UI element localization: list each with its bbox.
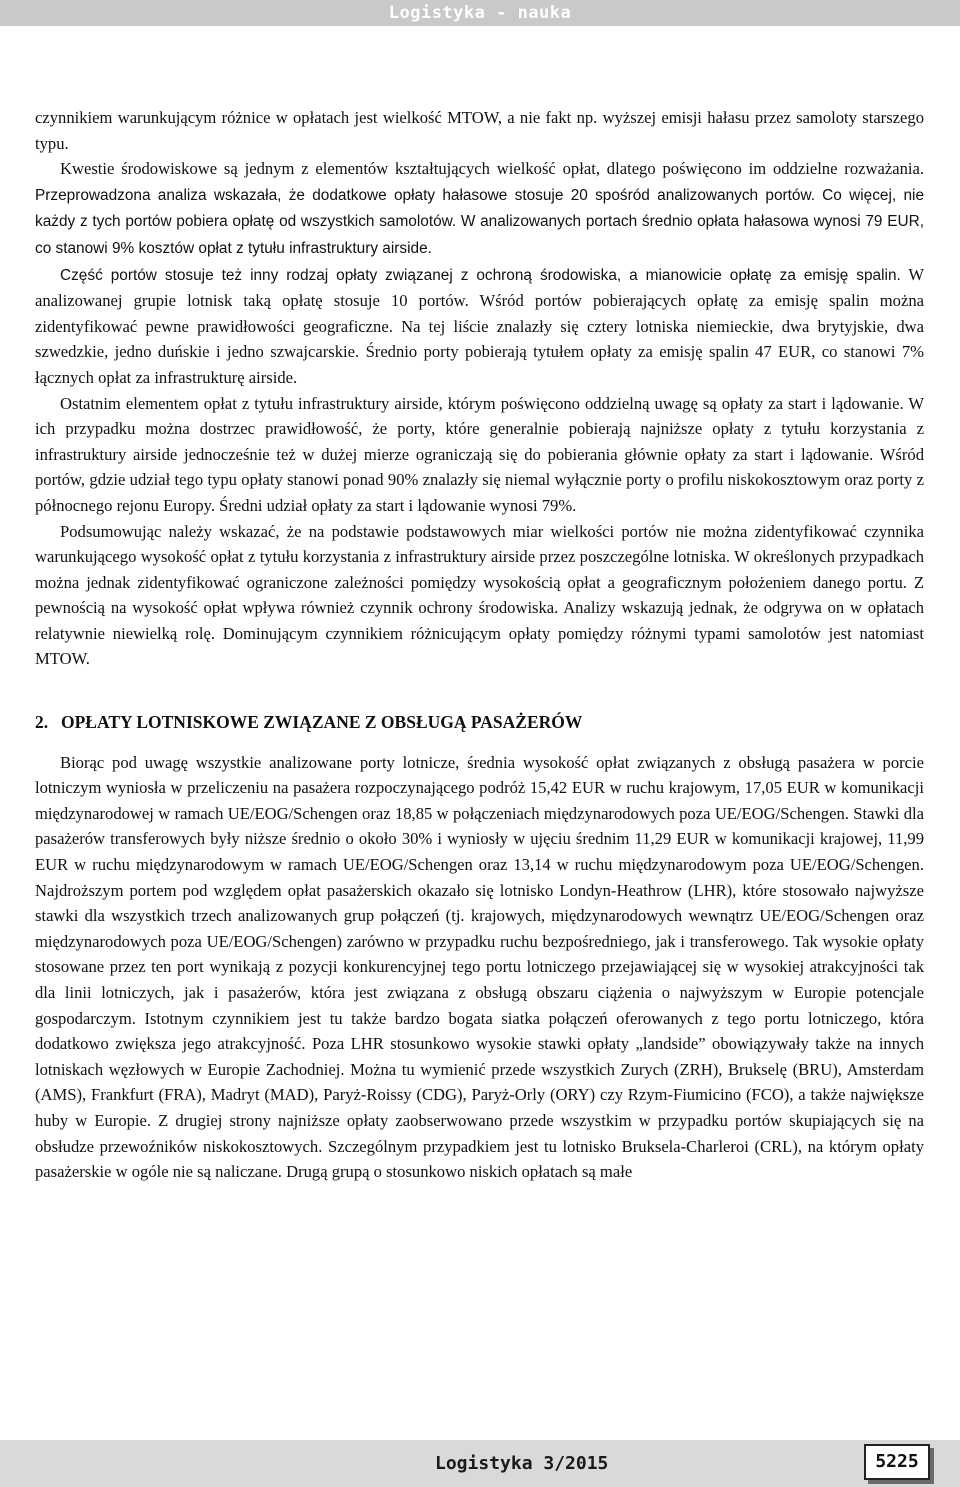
paragraph-landing-fees [35,391,924,519]
paragraph-text: Podsumowując należy wskazać, że na podstawie podstawowych miar wielkości portów nie można zidentyfikować czynnika warunkującego wysokość opłat z tytułu korzystania z infrastruktury airside przez poszczególne lotniska. W określonych przypadkach można jednak zidentyfikować ograniczone zależności pomiędzy wysokością opłat a geograficznym położeniem danego portu. Z pewnością na wysokość opłat wpływa również czynnik ochrony środowiska. Analizy wskazują jednak, że odgrywa on w opłatach relatywnie niewielką rolę. Dominującym czynnikiem różnicującym opłaty pomiędzy różnymi typami samolotów jest natomiast MTOW. [35,521,924,669]
paragraph-text: Biorąc pod uwagę wszystkie analizowane porty lotnicze, średnia wysokość opłat związanych z obsługą pasażera w porcie lotniczym wyniosła w przeliczeniu na pasażera rozpoczynającego podróż 15,42 EUR w ruchu krajowym, 17,05 EUR w komunikacji międzynarodowej w ramach UE/EOG/Schengen oraz 18,85 w połączeniach międzynarodowych poza UE/EOG/Schengen. Stawki dla pasażerów transferowych były niższe średnio o około 30% i wyniosły w ujęciu średnim 11,29 EUR w komunikacji krajowej, 11,99 EUR w ruchu międzynarodowym w ramach UE/EOG/Schengen oraz 13,14 w ruchu międzynarodowym poza UE/EOG/Schengen. Najdroższym portem pod względem opłat pasażerskich okazało się lotnisko Londyn-Heathrow (LHR), które stosowało najwyższe stawki dla wszystkich trzech analizowanych grup połączeń (tj. krajowych, międzynarodowych wewnątrz UE/EOG/Schengen oraz międzynarodowych poza UE/EOG/Schengen) zarówno w przypadku ruchu bezpośredniego, jak i transferowego. Tak wysokie opłaty stosowane przez ten port wynikają z pozycji konkurencyjnej tego portu lotniczego przejawiającej się w wysokiej atrakcyjności tak dla linii lotniczych, jak i pasażerów, która jest związana z obsługą obszaru ciążenia o najwyższym w Europie potencjale gospodarczym. Istotnym czynnikiem jest tu także bardzo bogata siatka połączeń oferowanych z tego portu lotniczego, która dodatkowo zwiększa jego atrakcyjność. Poza LHR stosunkowo wysokie stawki opłaty „landside” obowiązywały także na innych lotniskach węzłowych w Europie Zachodniej. Można tu wymienić przede wszystkich Zurych (ZRH), Brukselę (BRU), Amsterdam (AMS), Frankfurt (FRA), Madryt (MAD), Paryż-Roissy (CDG), Paryż-Orly (ORY) czy Rzym-Fiumicino (FCO), a także największe huby w Europie. Z drugiej strony najniższe opłaty zaobserwowano przede wszystkim w przypadku portów skupiających się na obsłudze przewoźników niskokosztowych. Szczególnym przypadkiem jest tu lotnisko Bruksela-Charleroi (CRL), na którym opłaty pasażerskie w ogóle nie są naliczane. Drugą grupą o stosunkowo niskich opłatach są małe [35,752,924,1182]
article-body [35,105,924,1185]
paragraph-text: czynnikiem warunkującym różnice w opłatach jest wielkość MTOW, a nie fakt np. wyższej emisji hałasu przez samoloty starszego typu. [35,108,924,153]
sentence: W analizowanych portach średnio opłata hałasowa wynosi 79 EUR, co stanowi 9% kosztów opłat z tytułu infrastruktury airside. [35,213,924,257]
paragraph-text: Ostatnim elementem opłat z tytułu infrastruktury airside, którym poświęcono oddzielną uwagę są opłaty za start i lądowanie. W ich przypadku można dostrzec prawidłowość, że porty, które generalnie pobierają najniższe opłaty z tytułu korzystania z infrastruktury airside jednocześnie też w dużej mierze ograniczają się do pobierania głównie opłaty za start i lądowanie. Wśród portów, gdzie udział tego typu opłaty stanowi ponad 90% znalazły się niemal wyłącznie porty o profilu niskokosztowym oraz porty z północnego rejonu Europy. Średni udział opłaty za start i lądowanie wynosi 79%. [35,393,924,515]
page-number: 5225 [864,1444,930,1480]
sentence: Przeprowadzona analiza wskazała, że dodatkowe opłaty hałasowe stosuje 20 spośród analizowanych portów. [35,186,815,204]
footer-journal-title: Logistyka 3/2015 [435,1453,609,1474]
sentence: Co więcej, nie każdy z tych portów pobiera opłatę od wszystkich samolotów. [35,186,925,231]
paragraph-passenger-fees [35,750,924,1185]
section-heading [35,710,924,736]
paragraph-summary [35,519,924,673]
sentence: Część portów stosuje też inny rodzaj opłaty związanej z ochroną środowiska, a mianowicie opłatę za emisję spalin. [60,266,901,284]
paragraph-environment [35,156,924,261]
sentence: Kwestie środowiskowe są jednym z elementów kształtujących wielkość opłat, dlatego poświęcono im oddzielne rozważania. [60,159,924,179]
paragraph-continued [35,105,924,156]
paragraph-emission-fees [35,262,924,391]
section-title: OPŁATY LOTNISKOWE ZWIĄZANE Z OBSŁUGĄ PASAŻERÓW [61,712,583,733]
sentence: W analizowanej grupie lotnisk taką opłatę stosuje 10 portów. Wśród portów pobierających opłatę za emisję spalin można zidentyfikować pewne prawidłowości geograficzne. Na tej liście znalazły się cztery lotniska niemieckie, dwa brytyjskie, dwa szwedzkie, jedno duńskie i jedno szwajcarskie. Średnio porty pobierają tytułem opłaty za emisję spalin 47 EUR, co stanowi 7% łącznych opłat za infrastrukturę airside. [35,264,924,387]
section-number: 2. [35,712,49,733]
running-header-title: Logistyka - nauka [388,3,572,23]
